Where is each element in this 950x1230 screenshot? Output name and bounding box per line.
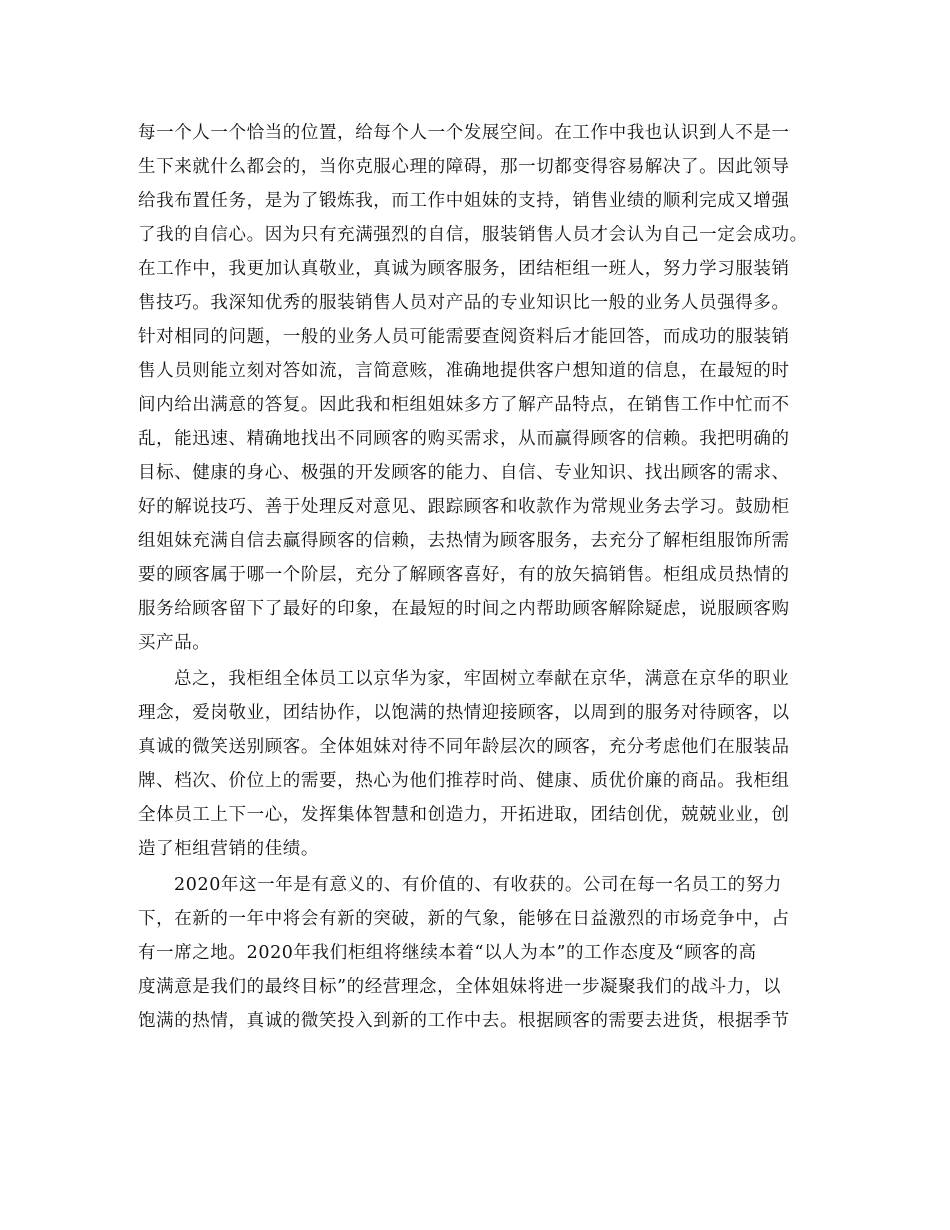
text-line: 针对相同的问题，一般的业务人员可能需要查阅资料后才能回答，而成功的服装销 (138, 327, 790, 347)
text-line: 售技巧。我深知优秀的服装销售人员对产品的专业知识比一般的业务人员强得多。 (138, 293, 790, 313)
text-line: 要的顾客属于哪一个阶层，充分了解顾客喜好，有的放矢搞销售。柜组成员热情的 (138, 565, 790, 585)
text-line: 度满意是我们的最终目标”的经营理念，全体姐妹将进一步凝聚我们的战斗力，以 (138, 977, 782, 997)
text-line: 2020年这一年是有意义的、有价值的、有收获的。公司在每一名员工的努力 (174, 875, 783, 895)
text-line: 组姐妹充满自信去赢得顾客的信赖，去热情为顾客服务，去充分了解柜组服饰所需 (138, 531, 790, 551)
text-line: 造了柜组营销的佳绩。 (138, 839, 319, 859)
text-line: 给我布置任务，是为了锻炼我，而工作中姐妹的支持，销售业绩的顺利完成又增强 (138, 191, 790, 211)
text-line: 下，在新的一年中将会有新的突破，新的气象，能够在日益激烈的市场竞争中，占 (138, 909, 790, 929)
text-line: 售人员则能立刻对答如流，言简意赅，准确地提供客户想知道的信息，在最短的时 (138, 361, 790, 381)
text-line: 有一席之地。2020年我们柜组将继续本着“以人为本”的工作态度及“顾客的高 (138, 943, 757, 963)
text-line: 牌、档次、价位上的需要，热心为他们推荐时尚、健康、质优价廉的商品。我柜组 (138, 771, 790, 791)
text-line: 全体员工上下一心，发挥集体智慧和创造力，开拓进取，团结创优，兢兢业业，创 (138, 805, 790, 825)
text-line: 了我的自信心。因为只有充满强烈的自信，服装销售人员才会认为自己一定会成功。 (138, 225, 808, 245)
text-line: 在工作中，我更加认真敬业，真诚为顾客服务，团结柜组一班人，努力学习服装销 (138, 259, 790, 279)
text-line: 目标、健康的身心、极强的开发顾客的能力、自信、专业知识、找出顾客的需求、 (138, 463, 790, 483)
text-line: 总之，我柜组全体员工以京华为家，牢固树立奉献在京华，满意在京华的职业 (174, 669, 790, 689)
text-line: 饱满的热情，真诚的微笑投入到新的工作中去。根据顾客的需要去进货，根据季节 (138, 1011, 790, 1031)
text-line: 服务给顾客留下了最好的印象，在最短的时间之内帮助顾客解除疑虑，说服顾客购 (138, 599, 790, 619)
text-line: 每一个人一个恰当的位置，给每个人一个发展空间。在工作中我也认识到人不是一 (138, 123, 790, 143)
text-line: 买产品。 (138, 633, 211, 653)
text-line: 理念，爱岗敬业，团结协作，以饱满的热情迎接顾客，以周到的服务对待顾客，以 (138, 703, 790, 723)
text-line: 间内给出满意的答复。因此我和柜组姐妹多方了解产品特点，在销售工作中忙而不 (138, 395, 790, 415)
text-line: 乱，能迅速、精确地找出不同顾客的购买需求，从而赢得顾客的信赖。我把明确的 (138, 429, 790, 449)
text-line: 好的解说技巧、善于处理反对意见、跟踪顾客和收款作为常规业务去学习。鼓励柜 (138, 497, 790, 517)
text-line: 生下来就什么都会的，当你克服心理的障碍，那一切都变得容易解决了。因此领导 (138, 157, 790, 177)
text-line: 真诚的微笑送别顾客。全体姐妹对待不同年龄层次的顾客，充分考虑他们在服装品 (138, 737, 790, 757)
